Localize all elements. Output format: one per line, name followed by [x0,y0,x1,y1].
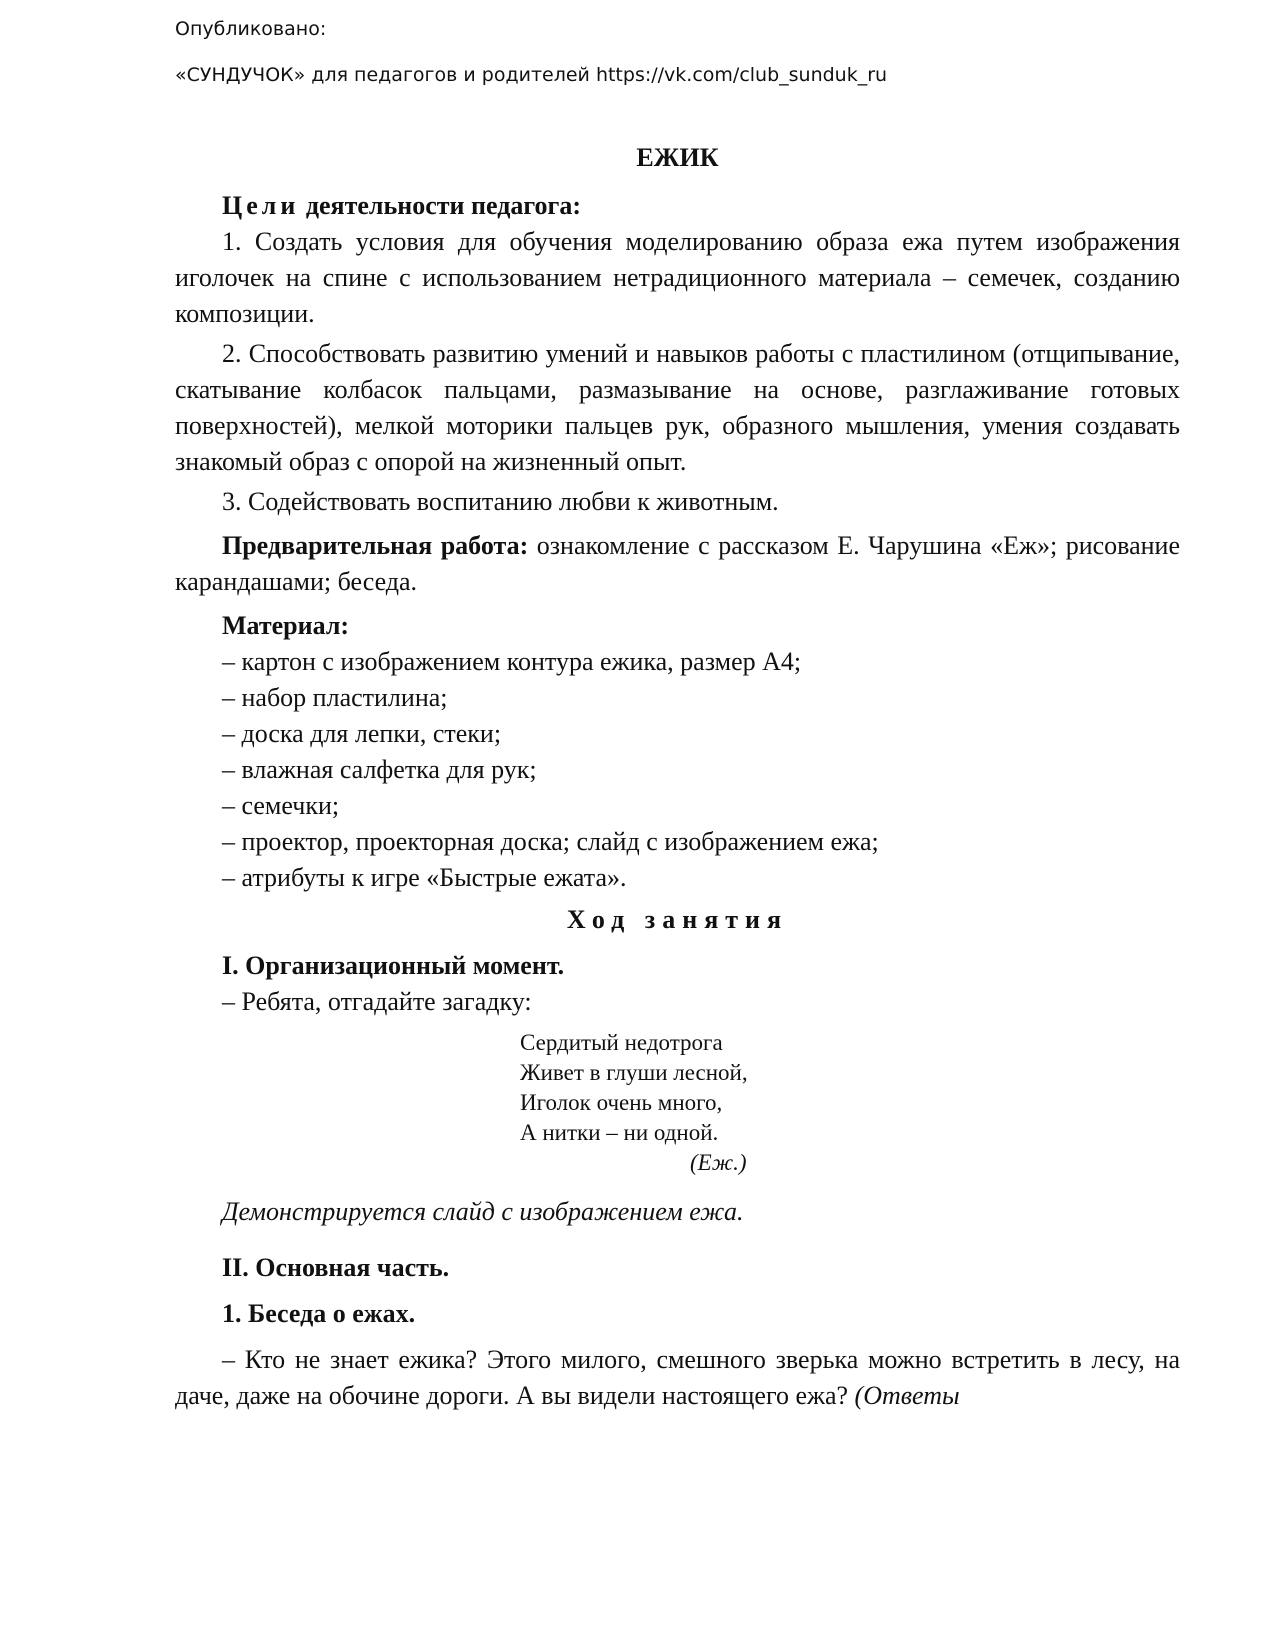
document-body [175,140,1180,1418]
riddle-line: Сердитый недотрога [520,1030,723,1055]
material-item: – семечки; [222,791,340,820]
lesson-heading: Ход занятия [566,905,789,934]
material-item: – атрибуты к игре «Быстрые ежата». [222,863,627,892]
prework-label: Предварительная работа: [222,531,529,560]
riddle-poem [520,1028,1275,1178]
material-item: – набор пластилина; [222,683,448,712]
goal-item-2: 2. Способствовать развитию умений и навыков работы с пластилином (отщипывание, скатывание колбасок пальцами, размазывание на основе, разглаживание готовых поверхностей), мелкой моторики пальцев рук, образного мышления, умения создавать знакомый образ с опорой на жизненный опыт. [175,339,1180,476]
material-item: – картон с изображением контура ежика, размер А4; [222,647,802,676]
riddle-line: А нитки – ни одной. [520,1120,719,1145]
section-1-heading: I. Организационный момент. [222,951,565,980]
prework-paragraph [175,528,1180,600]
goals-heading-spaced: Цели [222,191,300,220]
goal-item-1: 1. Создать условия для обучения моделированию образа ежа путем изображения иголочек на спине с использованием нетрадиционного материала – семечек, созданию композиции. [175,227,1180,328]
goals-heading-rest: деятельности педагога: [299,191,581,220]
demo-note: Демонстрируется слайд с изображением ежа. [222,1197,744,1226]
goal-item-3: 3. Содействовать воспитанию любви к животным. [222,487,779,516]
material-item: – влажная салфетка для рук; [222,755,537,784]
material-item: – проектор, проекторная доска; слайд с изображением ежа; [222,827,879,856]
document-title: ЕЖИК [636,143,719,172]
subsection-1-heading: 1. Беседа о ежах. [222,1299,416,1328]
material-list [175,644,1180,896]
riddle-line: Живет в глуши лесной, [520,1060,748,1085]
goals-heading [175,188,1180,224]
material-item: – доска для лепки, стеки; [222,719,502,748]
riddle-intro: – Ребята, отгадайте загадку: [222,987,532,1016]
source-line: «СУНДУЧОК» для педагогов и родителей https://vk.com/club_sunduk_ru [175,64,888,86]
talk-italic: (Ответы [854,1381,960,1410]
prework-text: ознакомление с рассказом Е. Чарушина «Еж»; рисование карандашами; беседа. [175,531,1180,596]
section-2-heading: II. Основная часть. [222,1253,450,1282]
riddle-line: Иголок очень много, [520,1090,723,1115]
talk-text: – Кто не знает ежика? Этого милого, смешного зверька можно встретить в лесу, на даче, даже на обочине дороги. А вы видели настоящего ежа? [175,1345,1180,1410]
published-label: Опубликовано: [175,18,327,40]
riddle-answer: (Еж.) [690,1150,747,1175]
talk-paragraph [175,1342,1180,1414]
material-heading: Материал: [222,611,350,640]
